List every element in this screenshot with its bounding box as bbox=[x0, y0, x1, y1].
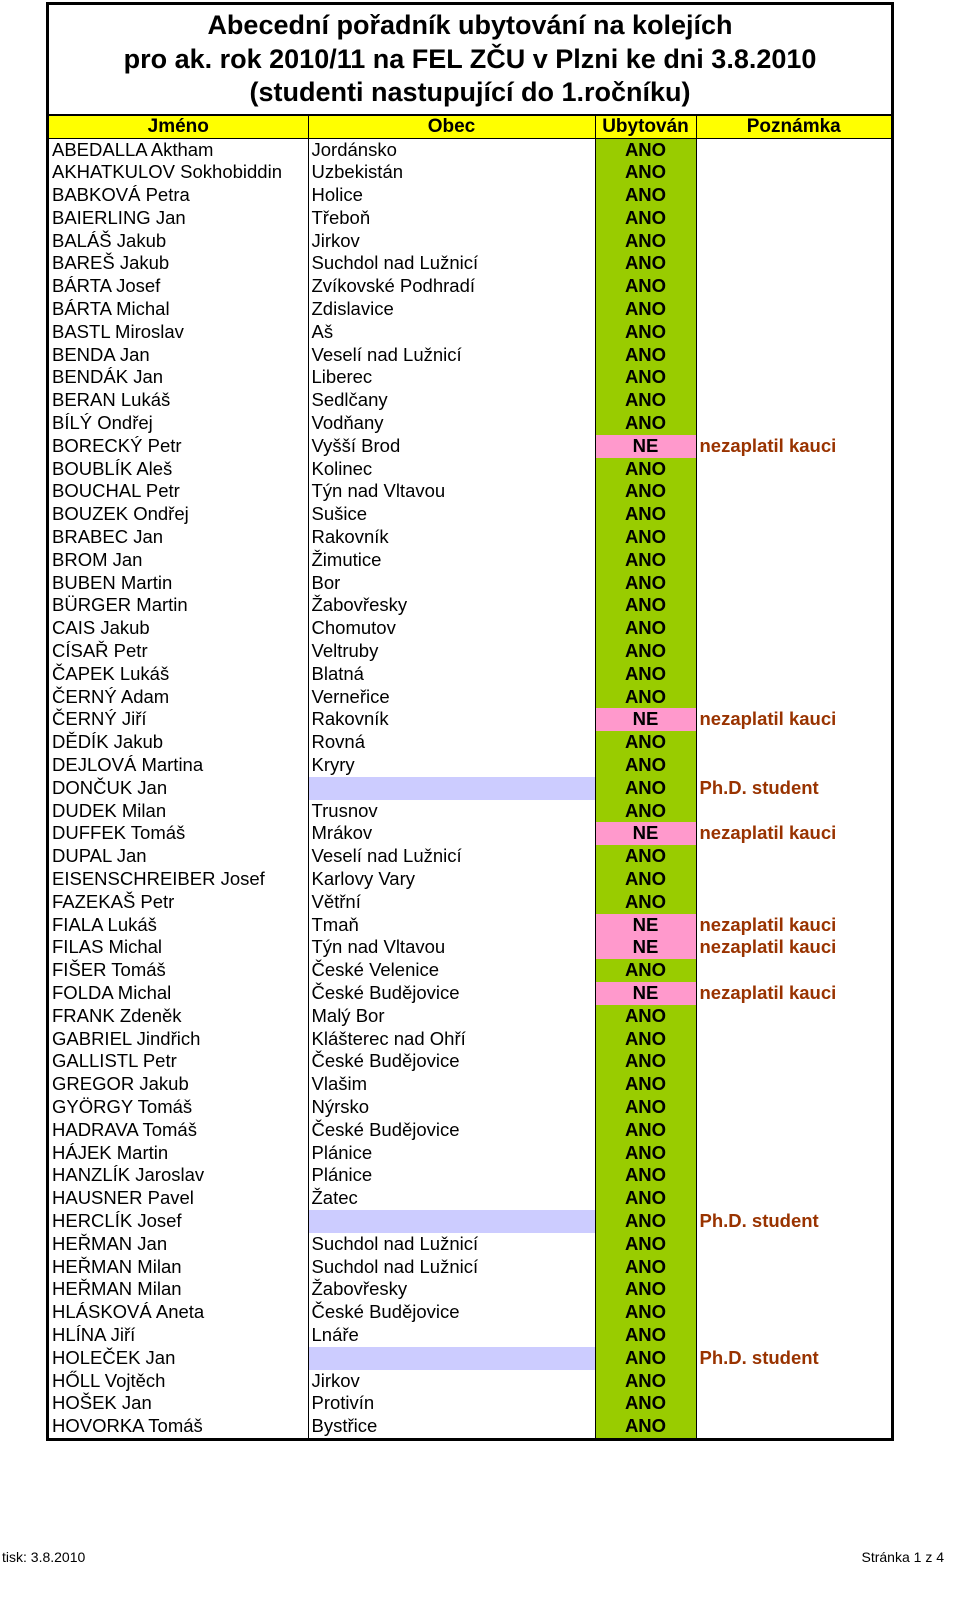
accommodation-status-cell: ANO bbox=[595, 1370, 696, 1393]
accommodation-status-cell: ANO bbox=[595, 275, 696, 298]
student-name-cell: HADRAVA Tomáš bbox=[52, 1118, 197, 1140]
town-cell: Chomutov bbox=[308, 617, 595, 640]
print-date: tisk: 3.8.2010 bbox=[2, 1549, 86, 1565]
table-row bbox=[49, 1073, 891, 1096]
title-line-3: (studenti nastupující do 1.ročníku) bbox=[249, 77, 691, 107]
student-name-cell: BÁRTA Josef bbox=[52, 275, 161, 297]
accommodation-status-cell: ANO bbox=[595, 754, 696, 777]
accommodation-status-cell: NE bbox=[595, 936, 696, 959]
table-row bbox=[49, 1096, 891, 1119]
note-cell: nezaplatil kauci bbox=[696, 914, 891, 937]
town-cell: Vodňany bbox=[308, 412, 595, 435]
table-row bbox=[49, 594, 891, 617]
town-cell: Jirkov bbox=[308, 230, 595, 253]
accommodation-status-cell: ANO bbox=[595, 1164, 696, 1187]
student-name-cell: GYÖRGY Tomáš bbox=[52, 1095, 193, 1117]
note-cell: nezaplatil kauci bbox=[696, 822, 891, 845]
note-cell bbox=[696, 549, 891, 572]
table-row bbox=[49, 914, 891, 937]
student-name-cell: DUPAL Jan bbox=[52, 845, 147, 867]
accommodation-status-cell: ANO bbox=[595, 1119, 696, 1142]
table-row bbox=[49, 1301, 891, 1324]
table-body bbox=[49, 138, 891, 1438]
accommodation-status-cell: ANO bbox=[595, 1233, 696, 1256]
table-row bbox=[49, 617, 891, 640]
accommodation-status-cell: ANO bbox=[595, 1187, 696, 1210]
accommodation-status-cell: ANO bbox=[595, 207, 696, 230]
title-line-1: Abecední pořadník ubytování na kolejích bbox=[207, 10, 733, 40]
student-name-cell: FOLDA Michal bbox=[52, 981, 172, 1003]
note-cell bbox=[696, 1005, 891, 1028]
accommodation-status-cell: NE bbox=[595, 822, 696, 845]
table-row bbox=[49, 777, 891, 800]
note-cell bbox=[696, 275, 891, 298]
note-cell bbox=[696, 503, 891, 526]
student-name-cell: DĚDÍK Jakub bbox=[52, 731, 164, 753]
note-cell bbox=[696, 321, 891, 344]
table-row bbox=[49, 959, 891, 982]
table-row bbox=[49, 207, 891, 230]
note-cell bbox=[696, 800, 891, 823]
student-name-cell: FRANK Zdeněk bbox=[52, 1004, 182, 1026]
table-row bbox=[49, 1347, 891, 1370]
note-cell bbox=[696, 731, 891, 754]
document-title bbox=[49, 5, 891, 116]
note-cell bbox=[696, 1370, 891, 1393]
note-cell bbox=[696, 1073, 891, 1096]
note-cell bbox=[696, 389, 891, 412]
table-row bbox=[49, 1164, 891, 1187]
student-name-cell: ČAPEK Lukáš bbox=[52, 662, 170, 684]
accommodation-status-cell: ANO bbox=[595, 344, 696, 367]
accommodation-status-cell: ANO bbox=[595, 480, 696, 503]
town-cell: Sedlčany bbox=[308, 389, 595, 412]
note-cell bbox=[696, 1278, 891, 1301]
accommodation-status-cell: ANO bbox=[595, 845, 696, 868]
student-name-cell: BÍLÝ Ondřej bbox=[52, 412, 153, 434]
table-row bbox=[49, 1142, 891, 1165]
town-cell: Klášterec nad Ohří bbox=[308, 1028, 595, 1051]
student-name-cell: GREGOR Jakub bbox=[52, 1073, 189, 1095]
town-cell: Suchdol nad Lužnicí bbox=[308, 1256, 595, 1279]
note-cell bbox=[696, 526, 891, 549]
accommodation-status-cell: ANO bbox=[595, 1050, 696, 1073]
accommodation-status-cell: ANO bbox=[595, 959, 696, 982]
note-cell bbox=[696, 1119, 891, 1142]
town-cell: Malý Bor bbox=[308, 1005, 595, 1028]
town-cell: Tmaň bbox=[308, 914, 595, 937]
table-row bbox=[49, 1233, 891, 1256]
note-cell bbox=[696, 366, 891, 389]
accommodation-status-cell: ANO bbox=[595, 891, 696, 914]
town-cell: Verneřice bbox=[308, 686, 595, 709]
table-row bbox=[49, 298, 891, 321]
student-name-cell: DONČUK Jan bbox=[52, 776, 168, 798]
note-cell bbox=[696, 1028, 891, 1051]
student-name-cell: HŐLL Vojtěch bbox=[52, 1369, 166, 1391]
note-cell bbox=[696, 1164, 891, 1187]
student-name-cell: BOUZEK Ondřej bbox=[52, 503, 189, 525]
table-row bbox=[49, 572, 891, 595]
student-name-cell: DUFFEK Tomáš bbox=[52, 822, 186, 844]
town-cell: Větřní bbox=[308, 891, 595, 914]
note-cell bbox=[696, 891, 891, 914]
note-cell: Ph.D. student bbox=[696, 1210, 891, 1233]
student-name-cell: ABEDALLA Aktham bbox=[52, 138, 214, 160]
town-cell: Rakovník bbox=[308, 526, 595, 549]
town-cell: Plánice bbox=[308, 1164, 595, 1187]
town-cell: Suchdol nad Lužnicí bbox=[308, 252, 595, 275]
accommodation-status-cell: ANO bbox=[595, 1415, 696, 1438]
note-cell bbox=[696, 1415, 891, 1438]
student-name-cell: BERAN Lukáš bbox=[52, 389, 171, 411]
town-cell: Zvíkovské Podhradí bbox=[308, 275, 595, 298]
town-cell: Karlovy Vary bbox=[308, 868, 595, 891]
roster-sheet bbox=[46, 2, 894, 1441]
student-name-cell: BÜRGER Martin bbox=[52, 594, 188, 616]
student-name-cell: HERCLÍK Josef bbox=[52, 1209, 182, 1231]
table-row bbox=[49, 822, 891, 845]
accommodation-status-cell: ANO bbox=[595, 230, 696, 253]
table-row bbox=[49, 1050, 891, 1073]
accommodation-status-cell: ANO bbox=[595, 1256, 696, 1279]
town-cell: Vyšší Brod bbox=[308, 435, 595, 458]
student-name-cell: HÁJEK Martin bbox=[52, 1141, 169, 1163]
note-cell: nezaplatil kauci bbox=[696, 708, 891, 731]
note-cell: Ph.D. student bbox=[696, 1347, 891, 1370]
accommodation-status-cell: ANO bbox=[595, 617, 696, 640]
table-row bbox=[49, 891, 891, 914]
town-cell: Plánice bbox=[308, 1142, 595, 1165]
note-cell bbox=[696, 1392, 891, 1415]
accommodation-status-cell: ANO bbox=[595, 868, 696, 891]
student-name-cell: HEŘMAN Milan bbox=[52, 1278, 182, 1300]
accommodation-status-cell: ANO bbox=[595, 1347, 696, 1370]
student-name-cell: HEŘMAN Milan bbox=[52, 1255, 182, 1277]
student-name-cell: FIŠER Tomáš bbox=[52, 959, 166, 981]
town-cell: České Budějovice bbox=[308, 1050, 595, 1073]
note-cell bbox=[696, 1233, 891, 1256]
town-cell: Bor bbox=[308, 572, 595, 595]
table-row bbox=[49, 845, 891, 868]
student-name-cell: BRABEC Jan bbox=[52, 526, 164, 548]
town-cell: Týn nad Vltavou bbox=[308, 480, 595, 503]
student-name-cell: BABKOVÁ Petra bbox=[52, 184, 190, 206]
accommodation-status-cell: ANO bbox=[595, 1142, 696, 1165]
town-cell: Veltruby bbox=[308, 640, 595, 663]
student-name-cell: BOUCHAL Petr bbox=[52, 480, 180, 502]
note-cell: nezaplatil kauci bbox=[696, 982, 891, 1005]
table-row bbox=[49, 1324, 891, 1347]
town-cell: České Budějovice bbox=[308, 1301, 595, 1324]
table-row bbox=[49, 1256, 891, 1279]
note-cell: nezaplatil kauci bbox=[696, 435, 891, 458]
town-cell: Třeboň bbox=[308, 207, 595, 230]
town-cell: Protivín bbox=[308, 1392, 595, 1415]
table-row bbox=[49, 982, 891, 1005]
student-name-cell: AKHATKULOV Sokhobiddin bbox=[52, 161, 282, 183]
student-name-cell: HOLEČEK Jan bbox=[52, 1346, 176, 1368]
note-cell bbox=[696, 207, 891, 230]
note-cell bbox=[696, 138, 891, 161]
town-cell: Týn nad Vltavou bbox=[308, 936, 595, 959]
note-cell bbox=[696, 412, 891, 435]
town-cell: Mrákov bbox=[308, 822, 595, 845]
accommodation-status-cell: ANO bbox=[595, 1324, 696, 1347]
student-name-cell: DEJLOVÁ Martina bbox=[52, 754, 204, 776]
note-cell bbox=[696, 252, 891, 275]
accommodation-status-cell: ANO bbox=[595, 686, 696, 709]
accommodation-status-cell: ANO bbox=[595, 366, 696, 389]
town-cell: Zdislavice bbox=[308, 298, 595, 321]
accommodation-status-cell: ANO bbox=[595, 526, 696, 549]
accommodation-status-cell: ANO bbox=[595, 161, 696, 184]
accommodation-status-cell: ANO bbox=[595, 1005, 696, 1028]
student-name-cell: BAREŠ Jakub bbox=[52, 252, 170, 274]
note-cell bbox=[696, 1050, 891, 1073]
town-cell: Jirkov bbox=[308, 1370, 595, 1393]
accommodation-status-cell: ANO bbox=[595, 549, 696, 572]
accommodation-status-cell: ANO bbox=[595, 321, 696, 344]
town-cell bbox=[308, 777, 595, 800]
town-cell: Sušice bbox=[308, 503, 595, 526]
note-cell bbox=[696, 640, 891, 663]
student-name-cell: FILAS Michal bbox=[52, 936, 163, 958]
table-row bbox=[49, 1370, 891, 1393]
table-row bbox=[49, 435, 891, 458]
table-row bbox=[49, 412, 891, 435]
town-cell: Uzbekistán bbox=[308, 161, 595, 184]
accommodation-status-cell: ANO bbox=[595, 1278, 696, 1301]
note-cell bbox=[696, 754, 891, 777]
accommodation-status-cell: ANO bbox=[595, 1028, 696, 1051]
table-row bbox=[49, 1119, 891, 1142]
town-cell: Suchdol nad Lužnicí bbox=[308, 1233, 595, 1256]
table-row bbox=[49, 503, 891, 526]
town-cell: České Budějovice bbox=[308, 982, 595, 1005]
column-header-town: Obec bbox=[308, 116, 595, 139]
student-name-cell: BORECKÝ Petr bbox=[52, 434, 182, 456]
note-cell bbox=[696, 1301, 891, 1324]
accommodation-status-cell: ANO bbox=[595, 1210, 696, 1233]
accommodation-status-cell: ANO bbox=[595, 572, 696, 595]
student-name-cell: HANZLÍK Jaroslav bbox=[52, 1164, 205, 1186]
town-cell: Veselí nad Lužnicí bbox=[308, 344, 595, 367]
table-row bbox=[49, 252, 891, 275]
note-cell bbox=[696, 1096, 891, 1119]
table-row bbox=[49, 321, 891, 344]
accommodation-status-cell: ANO bbox=[595, 138, 696, 161]
town-cell: Veselí nad Lužnicí bbox=[308, 845, 595, 868]
town-cell bbox=[308, 1210, 595, 1233]
table-row bbox=[49, 480, 891, 503]
town-cell: Vlašim bbox=[308, 1073, 595, 1096]
town-cell: Lnáře bbox=[308, 1324, 595, 1347]
student-name-cell: BROM Jan bbox=[52, 548, 143, 570]
town-cell: České Velenice bbox=[308, 959, 595, 982]
student-name-cell: HOVORKA Tomáš bbox=[52, 1415, 203, 1437]
table-row bbox=[49, 663, 891, 686]
column-header-name: Jméno bbox=[49, 116, 308, 139]
town-cell: Žatec bbox=[308, 1187, 595, 1210]
town-cell: Kolinec bbox=[308, 458, 595, 481]
table-row bbox=[49, 138, 891, 161]
student-name-cell: BALÁŠ Jakub bbox=[52, 229, 167, 251]
table-row bbox=[49, 389, 891, 412]
accommodation-status-cell: ANO bbox=[595, 640, 696, 663]
town-cell bbox=[308, 1347, 595, 1370]
note-cell bbox=[696, 1256, 891, 1279]
student-name-cell: HEŘMAN Jan bbox=[52, 1232, 168, 1254]
note-cell bbox=[696, 230, 891, 253]
student-name-cell: BASTL Miroslav bbox=[52, 320, 184, 342]
table-row bbox=[49, 640, 891, 663]
town-cell: Liberec bbox=[308, 366, 595, 389]
student-name-cell: ČERNÝ Adam bbox=[52, 685, 170, 707]
accommodation-status-cell: NE bbox=[595, 708, 696, 731]
town-cell: Kryry bbox=[308, 754, 595, 777]
student-name-cell: BAIERLING Jan bbox=[52, 206, 186, 228]
town-cell: Žabovřesky bbox=[308, 594, 595, 617]
table-row bbox=[49, 936, 891, 959]
student-name-cell: HAUSNER Pavel bbox=[52, 1187, 194, 1209]
table-row bbox=[49, 230, 891, 253]
note-cell bbox=[696, 184, 891, 207]
note-cell bbox=[696, 663, 891, 686]
table-row bbox=[49, 708, 891, 731]
table-row bbox=[49, 344, 891, 367]
student-name-cell: FAZEKAŠ Petr bbox=[52, 890, 175, 912]
town-cell: Žabovřesky bbox=[308, 1278, 595, 1301]
accommodation-status-cell: ANO bbox=[595, 503, 696, 526]
note-cell bbox=[696, 594, 891, 617]
accommodation-status-cell: ANO bbox=[595, 731, 696, 754]
student-name-cell: BOUBLÍK Aleš bbox=[52, 457, 173, 479]
town-cell: Jordánsko bbox=[308, 138, 595, 161]
table-row bbox=[49, 686, 891, 709]
table-row bbox=[49, 868, 891, 891]
accommodation-table bbox=[49, 116, 891, 1438]
student-name-cell: BÁRTA Michal bbox=[52, 298, 170, 320]
town-cell: Bystřice bbox=[308, 1415, 595, 1438]
note-cell bbox=[696, 1324, 891, 1347]
note-cell bbox=[696, 959, 891, 982]
student-name-cell: BENDA Jan bbox=[52, 343, 150, 365]
student-name-cell: HOŠEK Jan bbox=[52, 1392, 152, 1414]
town-cell: Holice bbox=[308, 184, 595, 207]
table-row bbox=[49, 731, 891, 754]
accommodation-status-cell: ANO bbox=[595, 594, 696, 617]
accommodation-status-cell: ANO bbox=[595, 412, 696, 435]
town-cell: Trusnov bbox=[308, 800, 595, 823]
accommodation-status-cell: ANO bbox=[595, 458, 696, 481]
table-row bbox=[49, 1415, 891, 1438]
table-row bbox=[49, 1392, 891, 1415]
column-header-note: Poznámka bbox=[696, 116, 891, 139]
note-cell bbox=[696, 344, 891, 367]
note-cell bbox=[696, 161, 891, 184]
accommodation-status-cell: ANO bbox=[595, 800, 696, 823]
student-name-cell: CÍSAŘ Petr bbox=[52, 640, 148, 662]
student-name-cell: HLÍNA Jiří bbox=[52, 1323, 136, 1345]
note-cell bbox=[696, 458, 891, 481]
student-name-cell: CAIS Jakub bbox=[52, 617, 150, 639]
note-cell bbox=[696, 868, 891, 891]
town-cell: Rovná bbox=[308, 731, 595, 754]
table-row bbox=[49, 526, 891, 549]
accommodation-status-cell: ANO bbox=[595, 1073, 696, 1096]
table-row bbox=[49, 800, 891, 823]
table-row bbox=[49, 458, 891, 481]
accommodation-status-cell: ANO bbox=[595, 1096, 696, 1119]
note-cell bbox=[696, 298, 891, 321]
accommodation-status-cell: ANO bbox=[595, 1301, 696, 1324]
student-name-cell: EISENSCHREIBER Josef bbox=[52, 868, 265, 889]
note-cell bbox=[696, 572, 891, 595]
table-row bbox=[49, 1278, 891, 1301]
student-name-cell: FIALA Lukáš bbox=[52, 913, 157, 935]
title-line-2: pro ak. rok 2010/11 na FEL ZČU v Plzni ke dni 3.8.2010 bbox=[123, 43, 817, 74]
note-cell bbox=[696, 617, 891, 640]
note-cell: Ph.D. student bbox=[696, 777, 891, 800]
student-name-cell: BUBEN Martin bbox=[52, 571, 173, 593]
town-cell: Nýrsko bbox=[308, 1096, 595, 1119]
town-cell: Rakovník bbox=[308, 708, 595, 731]
note-cell bbox=[696, 845, 891, 868]
town-cell: České Budějovice bbox=[308, 1119, 595, 1142]
accommodation-status-cell: ANO bbox=[595, 252, 696, 275]
page-number: Stránka 1 z 4 bbox=[861, 1549, 944, 1565]
column-header-accommodated: Ubytován bbox=[595, 116, 696, 139]
note-cell bbox=[696, 480, 891, 503]
table-row bbox=[49, 549, 891, 572]
accommodation-status-cell: ANO bbox=[595, 663, 696, 686]
accommodation-status-cell: ANO bbox=[595, 389, 696, 412]
table-header-row bbox=[49, 116, 891, 139]
student-name-cell: GALLISTL Petr bbox=[52, 1050, 177, 1072]
student-name-cell: ČERNÝ Jiří bbox=[52, 708, 147, 730]
student-name-cell: HLÁSKOVÁ Aneta bbox=[52, 1301, 205, 1323]
note-cell bbox=[696, 1187, 891, 1210]
town-cell: Blatná bbox=[308, 663, 595, 686]
note-cell: nezaplatil kauci bbox=[696, 936, 891, 959]
student-name-cell: DUDEK Milan bbox=[52, 799, 167, 821]
student-name-cell: BENDÁK Jan bbox=[52, 366, 164, 388]
accommodation-status-cell: ANO bbox=[595, 1392, 696, 1415]
table-row bbox=[49, 161, 891, 184]
accommodation-status-cell: ANO bbox=[595, 777, 696, 800]
accommodation-status-cell: NE bbox=[595, 914, 696, 937]
town-cell: Žimutice bbox=[308, 549, 595, 572]
table-row bbox=[49, 1187, 891, 1210]
table-row bbox=[49, 184, 891, 207]
student-name-cell: GABRIEL Jindřich bbox=[52, 1027, 201, 1049]
table-row bbox=[49, 366, 891, 389]
table-row bbox=[49, 1005, 891, 1028]
note-cell bbox=[696, 1142, 891, 1165]
table-row bbox=[49, 1210, 891, 1233]
note-cell bbox=[696, 686, 891, 709]
accommodation-status-cell: ANO bbox=[595, 184, 696, 207]
accommodation-status-cell: NE bbox=[595, 435, 696, 458]
table-row bbox=[49, 275, 891, 298]
table-row bbox=[49, 754, 891, 777]
accommodation-status-cell: ANO bbox=[595, 298, 696, 321]
table-row bbox=[49, 1028, 891, 1051]
town-cell: Aš bbox=[308, 321, 595, 344]
accommodation-status-cell: NE bbox=[595, 982, 696, 1005]
